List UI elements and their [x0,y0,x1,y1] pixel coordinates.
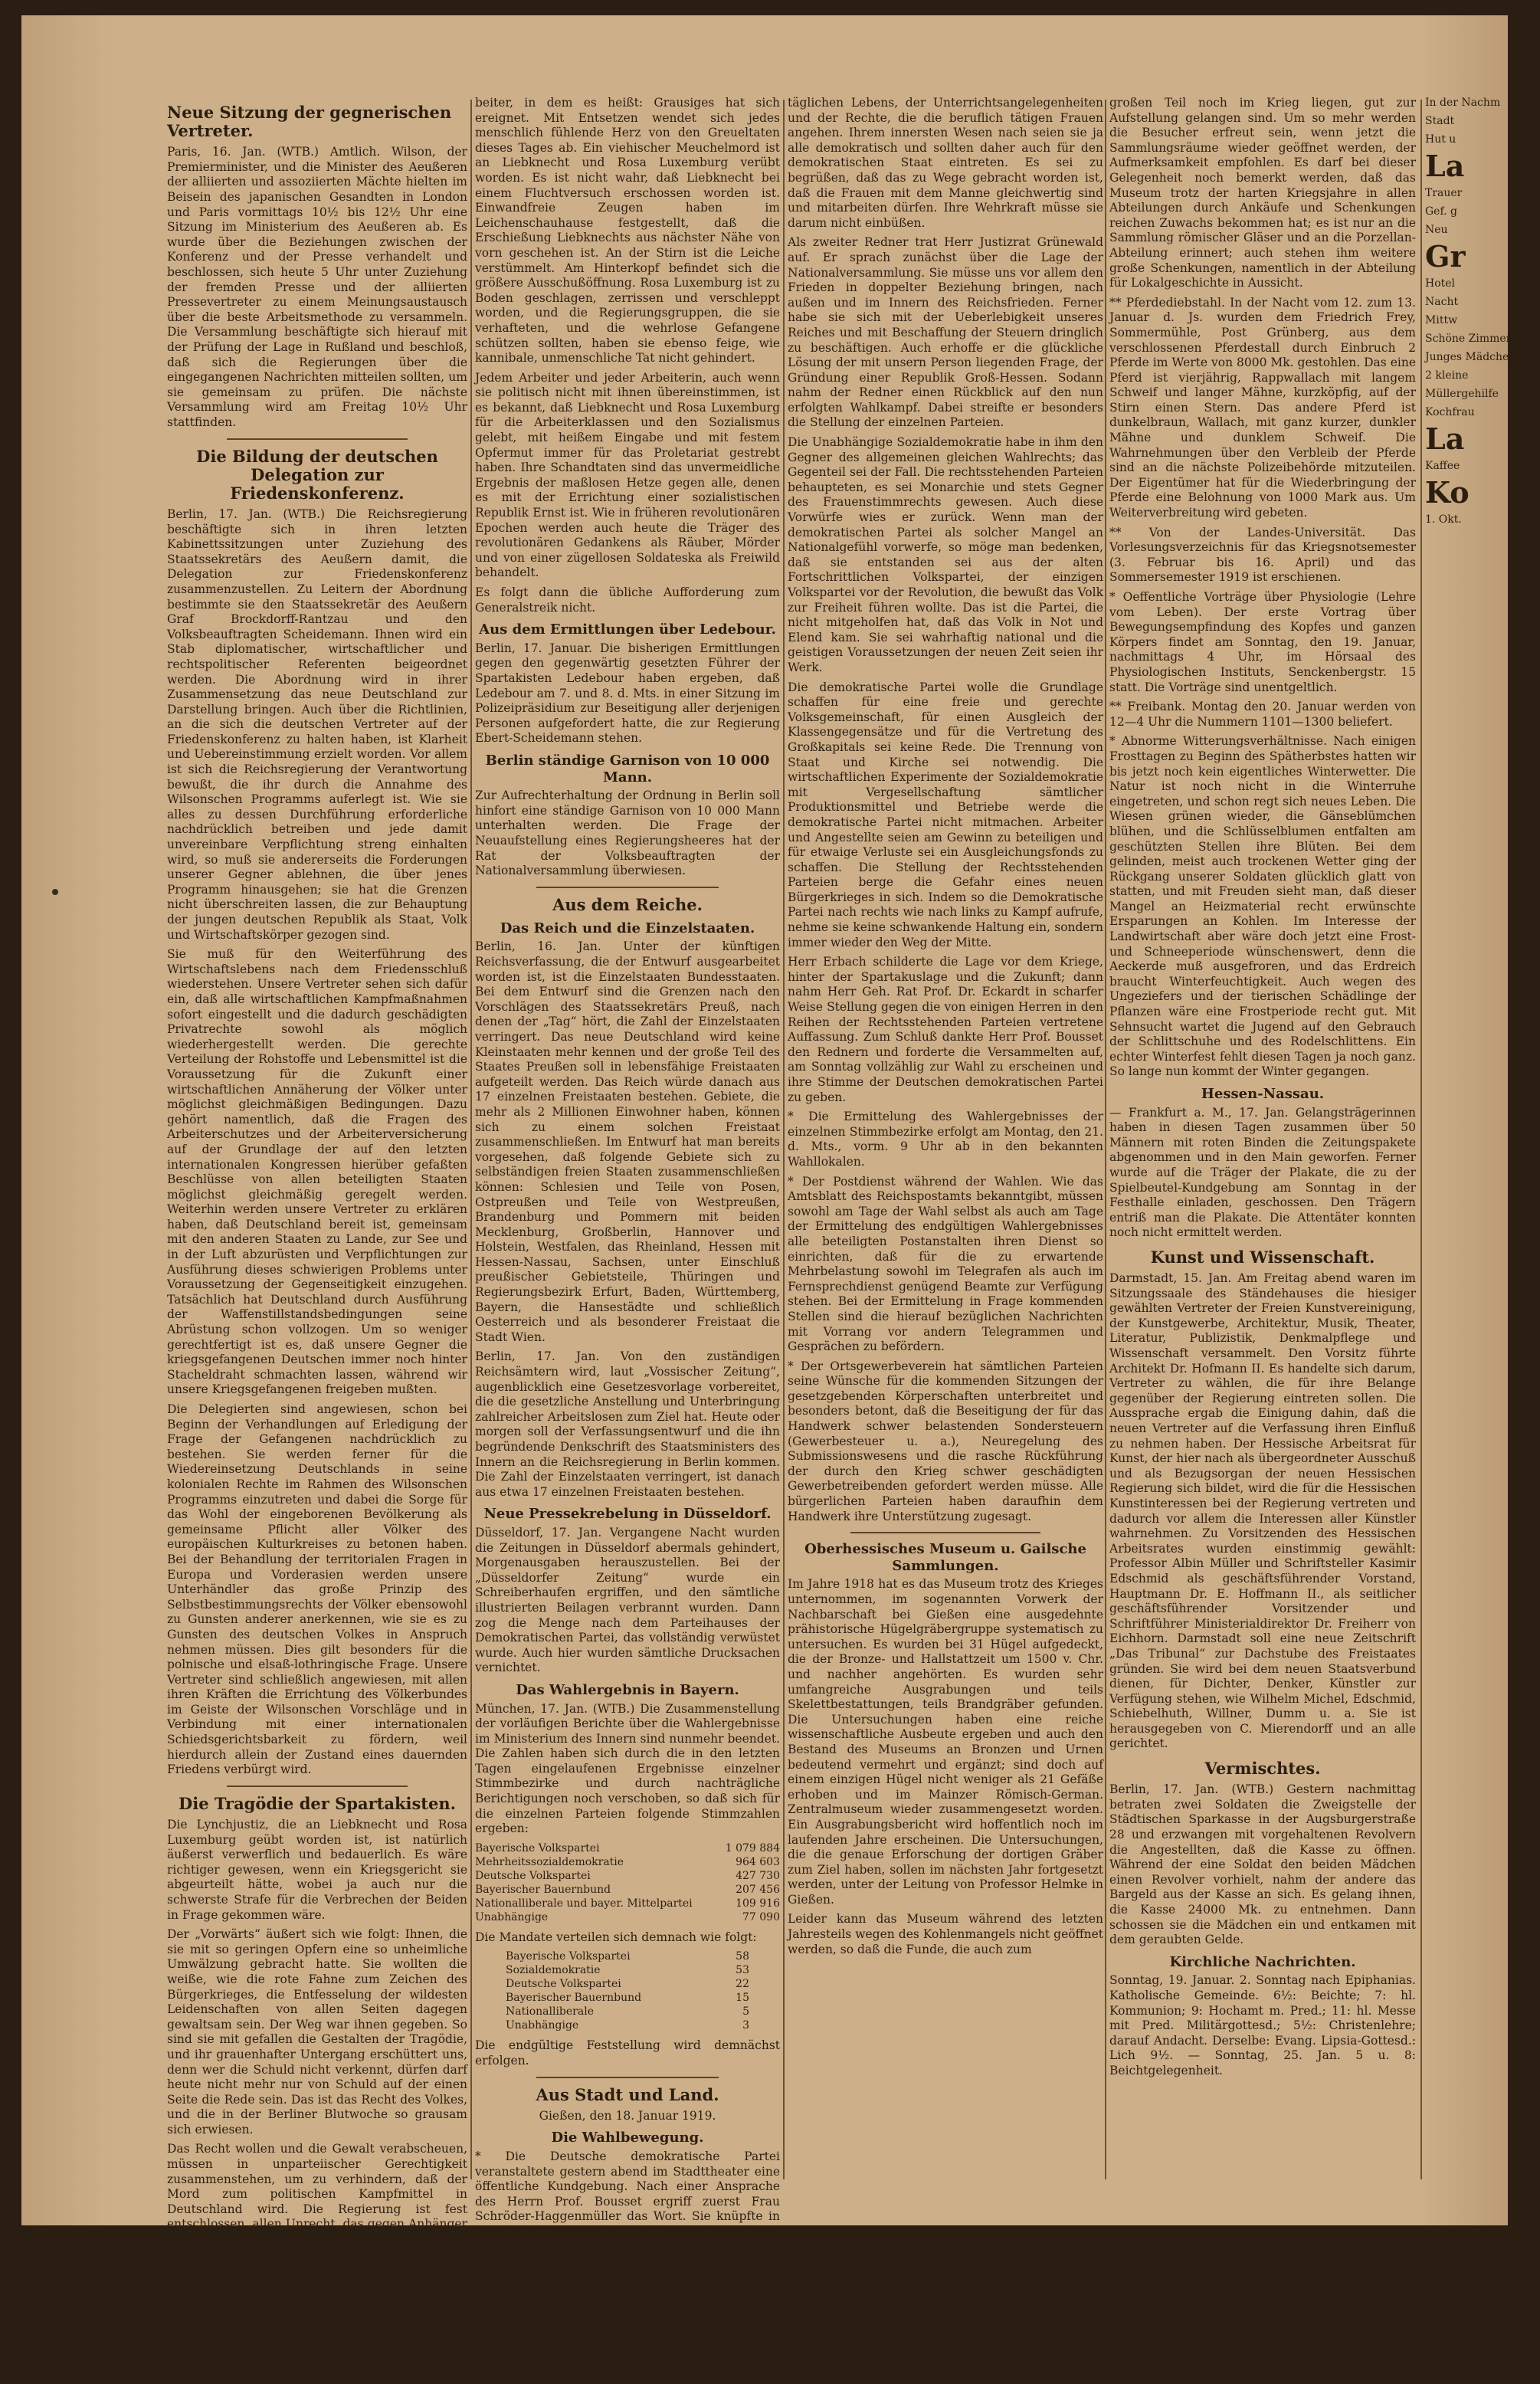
separator [536,2077,719,2078]
ad-large-letters: Ko [1425,475,1470,510]
separator [227,438,407,440]
column-rule [470,100,472,2179]
headline-ledebour: Aus dem Ermittlungen über Ledebour. [479,621,776,638]
article-wahlbewegung: * Die Deutsche demokratische Partei veranstaltete gestern abend im Stadttheater eine öffentliche Kundgebung. Nach einer Ansprache des Herrn Prof. Bousset ergriff zuerst Frau Schröder-Haggenmüller das Wort. Sie knüpfte in ihren Ausführungen an das Bismarcksche Wort an: Wer seine Stimme hat, der ist auch der Frau gerecht geworden und mußte sie politisch bei den Frauen suchen, die Frau ist gleichberechtigt im politischen Leben und in allen Fragen der äußeren Politik, der Gesetzgebung, der Jugendbetreuung, der Ernährung, der Bevölkerungspolitik, des Ehe- und Familienrechts, des [475,2149,780,2359]
ad-text: Stadt [1425,115,1455,127]
ad-text: Mittw [1425,314,1458,326]
headline-hessen-nassau: Hessen-Nassau. [1201,1086,1325,1102]
vote-count: 1 079 884 [725,1841,780,1854]
party-name: Mehrheitssozialdemokratie [475,1855,624,1868]
article-wahl-cont-4: Die demokratische Partei wolle die Grundlage schaffen für eine freie und gerechte Volksgemeinschaft, für einen Ausgleich der Klassengegensätze und für die Vertretung des Großkapitals sei keine Rede. Die Trennung von Staat und Kirche sei notwendig. Die wirtschaftlichen Experimente der Sozialdemokratie mit Vergesellschaftung sämtlicher Produktionsmittel und Betriebe werde die demokratische Partei nicht mitmachen. Arbeiter und Angestellte seien am Gewinn zu beteiligen und für etwaige Verluste sei ein Ausgleichungsfonds zu schaffen. Die Stellung der Rechtsstehenden Parteien berge die Gefahr eines neuen Bürgerkrieges in sich. Indem so die Demokratische Partei nach rechts wie nach links zu Kampf aufrufe, nehme sie keine schwankende Haltung ein, sondern immer wieder den Weg der Mitte. [788,680,1103,949]
table-row [506,1991,749,2005]
ad-text: 2 kleine [1425,369,1469,382]
separator [536,887,719,888]
table-row [506,1950,749,1963]
table-row [475,1910,780,1924]
ad-text: Neu [1425,224,1448,236]
section-title-stadt: Aus Stadt und Land. [536,2084,719,2104]
party-name: Bayerischer Bauernbund [475,1883,611,1896]
article-unabhaengige: Berlin, 17. Jan. Die Parteileitung der Unabhängigen erläßt einen Aufruf an die Ar- [167,2350,467,2379]
article-museum-1: Im Jahre 1918 hat es das Museum trotz des Krieges unternommen, im sogenannten Vorwerk der Nachbarschaft bei Gießen eine ausgedehnte prähistorische Hügelgräbergruppe systematisch zu untersuchen. Es wurden bei 31 Hügel aufgedeckt, die der Bronze- und Hallstattzeit um 1500 v. Chr. und nachher angehörten. Es wurden sehr umfangreiche Ausgrabungen und teils Skelettbestattungen, teils Brandgräber gefunden. Die Untersuchungen haben eine reiche wissenschaftliche Ausbeute ergeben und auch den Bestand des Museums an Bronzen und Urnen bedeutend vermehrt und ergänzt; sind doch auf einem einzigen Hügel nicht weniger als 21 Gefäße erhoben und im Mainzer Römisch-German. Zentralmuseum wieder zusammengesetzt worden. Ein Ausgrabungsbericht wird hoffentlich noch im laufenden Jahre erscheinen. Die Untersuchungen, die die genaue Erforschung der dortigen Gräber zum Ziel haben, sollen im nächsten Jahr fortgesetzt werden, unter der Leitung von Professor Helmke in Gießen. [788,1577,1103,1907]
seat-count: 15 [736,1992,749,2005]
headline-wahlbewegung: Die Wahlbewegung. [551,2130,704,2146]
headline-tragoedie: Die Tragödie der Spartakisten. [179,1793,456,1813]
headline-vermischtes: Vermischtes. [1204,1759,1321,1779]
vote-count: 964 603 [736,1855,780,1868]
table-row [506,2018,749,2032]
seat-count: 3 [742,2019,749,2032]
article-ortsgewerbeverein: * Der Ortsgewerbeverein hat sämtlichen Parteien seine Wünsche für die kommenden Sitzungen der gesetzgebenden Körperschaften unterbreitet und besonders betont, daß die Beseitigung der für das Handwerk schwer belastenden Sondersteuern (Gewerbesteuer u. a.), Neuregelung des Submissionswesens und die rasche Rückführung der durch den Krieg schwer geschädigten Gewerbetreibenden gefordert werden müsse. Alle bürgerlichen Parteien haben daraufhin dem Handwerk ihre Unterstützung zugesagt. [788,1359,1103,1523]
table-row [475,1841,780,1855]
headline-bayern: Das Wahlergebnis in Bayern. [516,1681,739,1698]
dateline: Gießen, den 18. Januar 1919. [539,2108,716,2123]
article-tragoedie-2: Der „Vorwärts“ äußert sich wie folgt: Ihnen, die sie mit so geringen Opfern eine so unheimliche Umwälzung gebracht hatte. Sie wollten die weiße, wie die rote Fahne zum Zeichen des Bürgerkrieges, die Entfesselung der wildesten Leidenschaften von allen Seiten dagegen gewaltsam sein. Der Weg war ihnen gegeben. So sind sie mit gefallen die Gestalten der Tragödie, und ihr grauenhafter Untergang erschüttert uns, denn wer die Schuld nicht verkennt, dürfen darf heute nicht mehr nur von Schuld auf der einen Seite die Rede sein. Das ist das Recht des Volkes, und die in der Berliner Blutwoche so grausam sich erwiesen. [167,1927,467,2136]
vote-count: 77 090 [742,1910,780,1923]
article-vortraege: * Oeffentliche Vorträge über Physiologie (Lehre vom Leben). Der erste Vortrag über Bewegungsempfindung des Kopfes und ganzen Körpers findet am Sonntag, den 19. Januar, nachmittags 4 Uhr, im Hörsaal des Physiologischen Instituts, Senckenbergstr. 15 statt. Die Vorträge sind unentgeltlich. [1109,590,1416,694]
article-pferdediebstahl: ** Pferdediebstahl. In der Nacht vom 12. zum 13. Januar d. Js. wurden dem Friedrich Frey, Sommermühle, Post Grünberg, aus dem verschlossenen Pferdestall durch Einbruch 2 Pferde im Werte von 8000 Mk. gestohlen. Das eine Pferd ist vierjährig, Rappwallach mit langem Schweif und langer Mähne, kurzköpfig, auf der Stirn einen Stern. Das andere Pferd ist dunkelbraun, Wallach, mit ganz kurzer, dunkler Mähne und dunklem Schweif. Die Wahrnehmungen über den Verbleib der Pferde sind an die nächste Polizeibehörde mitzuteilen. Der Eigentümer hat für die Wiederbringung der Pferde eine Belohnung von 1000 Mark aus. Um Weiterverbreitung wird gebeten. [1109,295,1416,520]
headline-bildung: Die Bildung der deutschen Delegation zur Friedenskonferenz. [196,446,438,503]
ad-text: Kaffee [1425,460,1460,472]
ad-text: Gef. g [1425,205,1458,218]
ad-text: Hut u [1425,133,1456,146]
headline-einzelstaaten: Das Reich und die Einzelstaaten. [500,920,755,936]
headline-garnison: Berlin ständige Garnison von 10 000 Mann. [485,752,770,785]
article-wahl-cont-5: Herr Erbach schilderte die Lage vor dem Kriege, hinter der Spartakuslage und die Zukunft; dann nahm Herr Geh. Rat Prof. Dr. Eckardt in scharfer Weise Stellung gegen die von einigen Herren in den Reihen der Rechtsstehenden Parteien vertretene Auffassung. Zum Schluß dankte Herr Prof. Bousset den Rednern und forderte die Versammelten auf, am Sonntag vollzählig zur Wahl zu erscheinen und ihre Stimme der Deutschen demokratischen Partei zu geben. [788,955,1103,1104]
headline-presse: Neue Pressekrebelung in Düsseldorf. [483,1506,772,1523]
seat-count: 5 [742,2005,749,2018]
ad-text: Kochfrau [1425,406,1475,418]
article-aufruf-1: beiter, in dem es heißt: Grausiges hat sich ereignet. Mit Entsetzen wendet sich jedes menschlich fühlende Herz von den Greueltaten dieses Tages ab. Ein viehischer Meuchelmord ist an Liebknecht und Rosa Luxemburg verübt worden. Es ist nicht wahr, daß Liebknecht bei einem Fluchtversuch erschossen worden ist. Einwandfreie Zeugen haben im Leichenschauhause festgestellt, daß die Erschießung Liebknechts aus nächster Nähe von vorn geschehen ist. An der Stirn ist die Leiche verstümmelt. Am Hinterkopf befindet sich die größere Ausschußöffnung. Rosa Luxemburg ist zu Boden geschlagen, zerrissen und verschleppt worden, und die Regierungsgruppen, die sie verhafteten, und die wehrlose Gefangene schützen sollten, haben sie ebenso feige, wie kannibale, unmenschliche Tat nicht gehindert. [475,96,780,366]
column-rule [783,100,785,2179]
article-kunst: Darmstadt, 15. Jan. Am Freitag abend waren im Sitzungssaale des Ständehauses die hiesiger gewählten Vertreter der Freien Kunstvereinigung, der Kunstgewerbe, Architektur, Musik, Theater, Literatur, Publizistik, Denkmalpflege und Wissenschaft versammelt. Den Vorsitz führte Architekt Dr. Hofmann II. Es handelte sich darum, Vertreter zu wählen, die für ihre Belange gegenüber der Regierung eintreten sollen. Die Aussprache ergab die Einigung dahin, daß die neuen Vertreter auf die Verfassung ihren Einfluß zu nehmen haben. Der Hessische Arbeitsrat für Kunst, der hier nach als übergeordneter Ausschuß und als Bezugsorgan der neuen Hessischen Regierung sich bildet, wird die für die Hessischen Kunstinteressen bei der Regierung vertreten und dadurch vor allem die Interessen aller Künstler wahrnehmen. Zu Vorsitzenden des Hessischen Arbeitsrates wurden einstimmig gewählt: Professor Albin Müller und Schriftsteller Kasimir Edschmid als geschäftsführender Vorstand, Hauptmann Dr. E. Hoffmann II., als seitlicher geschäftsführender Vorsitzender und Schriftführer Ministerialdirektor Dr. Freiherr von Eichhorn. Darmstadt soll eine neue Zeitschrift „Das Tribunal“ zur Dachstube des Freistaates gründen. Sie wird bei dem neuen Staatsverbund dienen, für Dichter, Denker, Künstler zur Verfügung stehen, wie Wilhelm Michel, Edschmid, Schiebelhuth, Willner, Dumm u. a. Sie ist herausgegeben von C. Mierendorff und an alle gerichtet. [1109,1271,1416,1751]
article-garnison: Zur Aufrechterhaltung der Ordnung in Berlin soll hinfort eine ständige Garnison von 10 000 Mann unterhalten werden. Die Frage der Neuaufstellung eines Regierungsheeres hat der Rat der Volksbeauftragten der Nationalversammlung überwiesen. [475,789,780,878]
column-2 [475,96,780,2364]
party-name: Sozialdemokratie [506,1964,601,1977]
ad-large-letters: La [1425,421,1465,456]
section-title-reiche: Aus dem Reiche. [552,894,703,914]
table-row [506,2005,749,2018]
table-row [475,1883,780,1897]
column-rule [1420,100,1422,2179]
seat-count: 53 [736,1964,749,1977]
article-freibank: ** Freibank. Montag den 20. Januar werden von 12—4 Uhr die Nummern 1101—1300 beliefert. [1109,700,1416,729]
article-aufruf-2: Jedem Arbeiter und jeder Arbeiterin, auch wenn sie politisch nicht mit ihnen übereinstimmen, ist es bekannt, daß Liebknecht und Rosa Luxemburg für die Arbeiterklassen und den Sozialismus gelebt, mit heißem Eingabe und mit festem Opfermut immer für das Proletariat gestrebt haben. Ihre Schandtaten sind das unvermeidliche Ergebnis der maßlosen Hetze gegen alle, denen es mit der Errichtung einer sozialistischen Republik Ernst ist. Wie in früheren revolutionären Epochen werden auch heute die Träger des revolutionären Gedankens als Räuber, Mörder und von einer zügellosen Soldateska als Freiwild behandelt. [475,370,780,580]
party-name: Nationalliberale und bayer. Mittelpartei [475,1897,693,1910]
article-bildung-1: Berlin, 17. Jan. (WTB.) Die Reichsregierung beschäftigte sich in ihren letzten Kabinettssitzungen unter Zuziehung des Staatssekretärs des Aeußern damit, die Delegation zur Friedenskonferenz zusammenzustellen. Zu Leitern der Abordnung bestimmte sie den Staatssekretär des Aeußern Graf Brockdorff-Rantzau und den Volksbeauftragten Scheidemann. Ihnen wird ein Stab diplomatischer, wirtschaftlicher und rechtspolitischer Referenten beigeordnet werden. Die Abordnung wird in ihrer Zusammensetzung das neue Deutschland zur Darstellung bringen. Auch über die Richtlinien, an die sich die deutschen Vertreter auf der Friedenskonferenz zu halten haben, ist Klarheit und Uebereinstimmung erzielt worden. Vor allem ist sich die Reichsregierung der Verantwortung bewußt, die ihr durch die Annahme des Wilsonschen Programms auferlegt ist. Wie sie alles zu dessen Durchführung erforderliche nachdrücklich betreiben und jede damit unvereinbare Verpflichtung streng einhalten wird, so muß sie andererseits die Forderungen unserer Gegner ablehnen, die über jenes Programm hinausgehen; sie hat die Grenzen nicht überschreiten lassen, die zur Behauptung der jungen deutschen Republik als Staat, Volk und Wirtschaftskörper gezogen sind. [167,507,467,942]
party-name: Unabhängige [506,2019,579,2032]
headline-sitzung: Neue Sitzung der gegnerischen Vertreter. [167,103,452,141]
article-einzelstaaten-1: Berlin, 16. Jan. Unter der künftigen Reichsverfassung, die der Entwurf ausgearbeitet worden ist, ist die Einzelstaaten Bundesstaaten. Bei dem Entwurf sind die Grenzen nach den Vorschlägen des Staatssekretärs Preuß, nach denen der „Tag“ hört, die Zahl der Einzelstaaten verringert. Das neue Deutschland wird keine Kleinstaaten mehr kennen und der große Teil des Staates Preußen soll in lebensfähige Freistaaten aufgeteilt werden. Das Reich würde danach aus 17 einzelnen Freistaaten bestehen. Gebiete, die mehr als 2 Millionen Einwohner haben, können sich zu einem solchen Freistaat zusammenschließen. Im Entwurf hat man bereits vorgesehen, daß folgende Gebiete sich zu selbständigen freien Staaten zusammenschließen können: Schlesien und Teile von Posen, Ostpreußen und Teile von Westpreußen, Brandenburg und Pommern mit beiden Mecklenburg, Großberlin, Hannover und Holstein, Westfalen, das Rheinland, Hessen mit Hessen-Nassau, Sachsen, unter Einschluß preußischer Gebietsteile, Thüringen und Regierungsbezirk Erfurt, Baden, Württemberg, Bayern, die Hansestädte und schließlich Oesterreich und als besonderer Freistaat die Stadt Wien. [475,939,780,1344]
ad-text: Trauer [1425,187,1463,199]
vote-count: 207 456 [736,1883,780,1896]
article-bayern: München, 17. Jan. (WTB.) Die Zusammenstellung der vorläufigen Berichte über die Wahlergebnisse im Ministerium des Innern sind nunmehr beendet. Die Zahlen haben sich durch die in den letzten Tagen eingelaufenen Ergebnisse einzelner Stimmbezirke und durch nachträgliche Berichtigungen noch verschoben, so daß sich für die einzelnen Parteien folgende Stimmzahlen ergeben: [475,1701,780,1836]
party-name: Bayerische Volkspartei [506,1950,631,1963]
ad-text: Nacht [1425,296,1459,308]
ad-strip [1425,96,1540,2195]
ad-text: Müllergehilfe [1425,388,1499,400]
article-tragoedie-3: Das Recht wollen und die Gewalt verabscheuen, müssen in unparteiischer Gerechtigkeit zusammenstehen, um zu verhindern, daß der Mord zum politischen Kampfmittel in Deutschland wird. Die Regierung ist fest entschlossen, allen Unrecht, das gegen Anhänger der Spartakusbewegung begangen wird, ebenso unnachsichtlich entgegenzutreten, wie allem Unrecht, das diese selbst begangen. Das ist das einzige, was unser Gerechtigkeit von ihr verlangen kann. [167,2142,467,2307]
table-row [506,1963,749,1977]
ad-large-letters: La [1425,149,1465,183]
ad-text: Schöne Zimmer [1425,333,1512,345]
article-einzelstaaten-2: Berlin, 17. Jan. Von den zuständigen Reichsämtern wird, laut „Vossischer Zeitung“, augenblicklich eine Gesetzesvorlage vorbereitet, die die gesetzliche Anstellung und Unterbringung zahlreicher Arbeitslosen zum Ziel hat. Heute oder morgen soll der Verfassungsentwurf und die ihn begründende Denkschrift des Staatsministers des Innern an die Reichsregierung in Berlin kommen. Die Zahl der Einzelstaaten verringert, ist danach aus etwa 17 einzelnen Freistaaten bestehen. [475,1349,780,1499]
column-rule [1105,100,1106,2179]
votes-table [475,1841,780,1924]
party-name: Bayerische Volkspartei [475,1841,600,1854]
article-bayern-end: Die endgültige Feststellung wird demnächst erfolgen. [475,2038,780,2068]
article-ledebour: Berlin, 17. Januar. Die bisherigen Ermittlungen gegen den gegenwärtig gesetzten Führer der Spartakisten Ledebour haben ergeben, daß Ledebour am 7. und 8. d. Mts. in einer Sitzung im Polizeipräsidium zur Beseitigung aller derjenigen Personen aufgefordert hatte, die zur Regierung Ebert-Scheidemann stehen. [475,641,780,746]
article-bildung-3: Die Delegierten sind angewiesen, schon bei Beginn der Verhandlungen auf Erledigung der Frage der Gefangenen nachdrücklich zu bestehen. Sie werden ferner für die Wiedereinsetzung Deutschlands in seine kolonialen Rechte im Rahmen des Wilsonschen Programms einzutreten und dabei die Sorge für das Wohl der eingeborenen Bevölkerung als gemeinsame Pflicht aller Völker des europäischen Kulturkreises zu betonen haben. Bei der Behandlung der territorialen Fragen in Europa und Vorderasien werden unsere Unterhändler das große Prinzip des Selbstbestimmungsrechts der Völker ebensowohl zu Gunsten anderer anerkennen, wie sie es zu Gunsten des deutschen Volkes in Anspruch nehmen müssen. Dies gilt besonders für die polnische und elsaß-lothringische Frage. Unsere Vertreter sind schließlich angewiesen, mit allen ihren Kräften die Errichtung des Völkerbundes im Geiste der Wilsonschen Vorschläge und in Verbindung mit einer internationalen Schiedsgerichtsbarkeit zu fördern, weil hierdurch allein der Zustand eines dauernden Friedens verbürgt wird. [167,1402,467,1777]
party-name: Nationalliberale [506,2005,594,2018]
article-wahl-cont-2: Als zweiter Redner trat Herr Justizrat Grünewald auf. Er sprach zunächst über die Lage der Nationalversammlung. Sie müsse uns vor allem den Frieden in doppelter Beziehung bringen, nach außen und im Innern des Reichsfrieden. Ferner habe sie sich mit der Ueberlebigkeit unseres Reiches und mit Beschaffung der Steuern dringlich zu beschäftigen. Auch erhoffe er die glückliche Lösung der mit unsern Person liegenden Frage, der Gründung einer Republik Groß-Hessen. Sodann nahm der Redner einen Rückblick auf den nun erfolgten Wahlkampf. Dabei streifte er besonders die Stellung der einzelnen Parteien. [788,235,1103,430]
party-name: Deutsche Volkspartei [475,1869,591,1882]
party-name: Deutsche Volkspartei [506,1978,621,1991]
table-row [475,1869,780,1883]
table-row [506,1977,749,1991]
article-kirchliche: Sonntag, 19. Januar. 2. Sonntag nach Epiphanias. Katholische Gemeinde. 6½: Beichte; 7: hl. Kommunion; 9: Hochamt m. Pred.; 11: hl. Messe mit Pred. Militärgottesd.; 5½: Christenlehre; darauf Andacht. Derselbe: Evang. Lipsia-Gottesd.: Lich 9½. — Sonntag, 25. Jan. 5 u. 8: Beichtgelegenheit. [1109,1973,1416,2077]
article-wahl-cont-3: Die Unabhängige Sozialdemokratie habe in ihm den Gegner des allgemeinen gleichen Wahlrechts; das Gegenteil sei der Fall. Die rechtsstehenden Parteien behaupteten, es sei Monarchie und stets Gegner des Frauenstimmrechts gewesen. Auch diese Vorwürfe wies er zurück. Wenn man der demokratischen Partei als solcher Mangel an Nationalgefühl vorwerfe, so möge man bedenken, daß sie entstanden sei aus der alten Fortschrittlichen Volkspartei, der einzigen Volkspartei vor der Revolution, die bewußt das Volk zur Freiheit führen wollte. Das ist die Partei, die nicht mitgeholfen hat, daß das Volk in Not und Elend kam. Sie sei wahrhaftig national und die geistigen Voraussetzungen der neuen Zeit seien ihr Werk. [788,435,1103,674]
seat-count: 58 [736,1950,749,1963]
article-presse: Düsseldorf, 17. Jan. Vergangene Nacht wurden die Zeitungen in Düsseldorf abermals gehindert, Morgenausgaben herauszustellen. Bei der „Düsseldorfer Zeitung“ wurde ein Schreiberhaufen ergriffen, und den sämtliche illustrierten Beilagen verbrannt wurden. Dann zog die Menge nach dem Parteihauses der Demokratischen Partei, das vollständig verwüstet wurde. Auch hier wurden sämtliche Drucksachen vernichtet. [475,1525,780,1675]
vote-count: 109 916 [736,1897,780,1910]
headline-museum: Oberhessisches Museum u. Gailsche Sammlungen. [804,1541,1086,1574]
seats-intro: Die Mandate verteilen sich demnach wie folgt: [475,1930,757,1944]
article-ermittelung: * Die Ermittelung des Wahlergebnisses der einzelnen Stimmbezirke erfolgt am Montag, den 21. d. Mts., vorm. 9 Uhr ab in den bekannten Wahllokalen. [788,1110,1103,1169]
column-3 [788,96,1103,1962]
seat-count: 22 [736,1978,749,1991]
party-name: Bayerischer Bauernbund [506,1992,642,2005]
article-museum-2: Leider kann das Museum während des letzten Jahresteils wegen des Kohlenmangels nicht geöffnet werden, so daß die Funde, die auch zum [788,1912,1103,1956]
article-tragoedie-1: Die Lynchjustiz, die an Liebknecht und Rosa Luxemburg geübt worden ist, ist natürlich äußerst verwerflich und bedauerlich. Es wäre richtiger gewesen, wenn ein Kriegsgericht sie abgeurteilt hätte, wobei ja auch nur die schwerste Strafe für die Verbrechen der Beiden in Frage gekommen wäre. [167,1818,467,1922]
ad-text: In der Nachm [1425,97,1501,109]
party-name: Unabhängige [475,1910,549,1923]
article-bildung-2: Sie muß für den Weiterführung des Wirtschaftslebens nach dem Friedensschluß wiederstehen. Unsere Vertreter sehen sich dafür ein, daß alle wirtschaftlichen Kampfmaßnahmen sofort eingestellt und die dadurch geschädigten Privatrechte sowohl als möglich wiederhergestellt werden. Die gerechte Verteilung der Rohstoffe und Lebensmittel ist die Voraussetzung für die Zukunft einer wirtschaftlichen Annäherung der Völker unter möglichst gleichmäßigen Bedingungen. Dazu gehört namentlich, daß die Fragen des Arbeiterschutzes und der Arbeiterversicherung auf der Grundlage der auf den letzten internationalen Kongressen hierüber gefaßten Beschlüsse von allen beteiligten Staaten möglichst gleichmäßig geregelt werden. Weiterhin werden unsere Vertreter zu erklären haben, daß Deutschland bereit ist, gemeinsam mit den anderen Staaten zu Lande, zur See und in der Luft abzurüsten und Verpflichtungen zur Ausführung dieses schwierigen Problems unter Voraussetzung der Gegenseitigkeit einzugehen. Tatsächlich hat Deutschland durch Ausführung der Waffenstillstandsbedingungen seine Abrüstung schon vollzogen. Um so weniger gerechtfertigt ist es, daß unsere Gegner die kriegsgefangenen Deutschen immer noch hinter Stacheldraht schmachten lassen, während wir unsere Kriegsgefangenen freigeben mußten. [167,947,467,1397]
seats-table [475,1950,780,2032]
article-witterung: * Abnorme Witterungsverhältnisse. Nach einigen Frosttagen zu Beginn des Spätherbstes hatten wir bis jetzt noch kein eigentliches Winterwetter. Die Natur ist noch nicht in die Winterruhe eingetreten, und schon regt sich neues Leben. Die Wiesen grünen wieder, die Gänseblümchen blühen, und die Schlüsselblumen entfalten am geschützten Stellen ihre Blüten. Bei dem gelinden, meist auch trockenen Wetter ging der Rückgang unserer Soldaten glücklich glatt von statten, und mit Freuden sieht man, daß dieser Mangel an Heizmaterial recht erwünschte Ersparungen an Kohlen. Im Interesse der Landwirtschaft aber wäre doch jetzt eine Frost- und Schneeperiode wünschenswert, denn die Aeckerde muß ausgefroren, und das Erdreich braucht Winterfeuchtigkeit. Auch wegen des Ungeziefers und der tierischen Schädlinge der Pflanzen wäre eine Frostperiode recht gut. Mit Sehnsucht wartet die Jugend auf den Gebrauch der Schlittschuhe und des Rodelschlittens. Ein echter Winterfest fehlt diesen Tagen ja noch ganz. So lange nun kommt der Winter gegangen. [1109,734,1416,1079]
ad-text: Hotel [1425,277,1456,290]
article-wahl-cont-1: täglichen Lebens, der Unterrichtsangelegenheiten und der Rechte, die die beruflich tätigen Frauen angehen. Ihrem innersten Wesen nach seien sie ja alle demokratisch und sollten daher auch für den demokratischen Staat eintreten. Es sei zu begrüßen, daß das zu Wege gebracht worden ist, daß die Frauen mit dem Manne gleichwertig sind und mitarbeiten dürfen. Ihre Wehrkraft müsse sie darum nicht einbüßen. [788,96,1103,230]
ad-large-letters: Gr [1425,239,1466,274]
ad-text: Junges Mädchen [1425,351,1516,363]
column-4 [1109,96,1416,2084]
binding-hole [52,889,58,895]
column-1 [167,96,467,2384]
headline-unabhaengige: Die Unabhängigen über Liebknechts Tod. [175,2313,459,2346]
ad-text: 1. Okt. [1425,513,1462,526]
newspaper-page [21,15,1516,2379]
article-vermischtes: Berlin, 17. Jan. (WTB.) Gestern nachmittag betraten zwei Soldaten die Zweigstelle der Städtischen Sparkasse in der Augsburgerstraße 28 und erzwangen mit vorgehaltenen Revolvern die Angestellten, daß die Kasse zu öffnen. Während der eine Soldat den beiden Mädchen einen Revolver vorhielt, nahm der andere das Bargeld aus der Kasse an sich. Es gelang ihnen, die Kasse 24000 Mk. zu entnehmen. Dann schossen sie die Mädchen ein und entkamen mit dem geraubten Gelde. [1109,1782,1416,1947]
article-universitaet: ** Von der Landes-Universität. Das Vorlesungsverzeichnis für das Kriegsnotsemester (3. Februar bis 16. April) und das Sommersemester 1919 ist erschienen. [1109,525,1416,585]
article-postdienst: * Der Postdienst während der Wahlen. Wie das Amtsblatt des Reichspostamts bekanntgibt, müssen sowohl am Tage der Wahl selbst als auch am Tage der Ermittelung des endgültigen Wahlergebnisses alle beteiligten Postanstalten ihren Dienst so einrichten, daß für die zu erwartende Mehrbelastung sowohl im Telegrafen als auch im Fernsprechdienst genügend Beamte zur Verfügung stehen. Bei der Ermittelung in Frage kommenden Stellen sind die hierauf bezüglichen Nachrichten mit Vorrang vor andern Telegrammen und Gesprächen zu befördern. [788,1174,1103,1354]
headline-kirchliche: Kirchliche Nachrichten. [1169,1953,1356,1970]
separator [850,1532,1040,1533]
table-row [475,1897,780,1910]
headline-kunst: Kunst und Wissenschaft. [1150,1247,1375,1267]
article-sitzung: Paris, 16. Jan. (WTB.) Amtlich. Wilson, der Premierminister, und die Minister des Aeußeren der alliierten und assoziierten Mächte hielten im Beisein des japanischen Gesandten in London und Paris vormittags 10½ bis 12½ Uhr eine Sitzung im Ministerium des Aeußeren ab. Es wurde über die Beziehungen zwischen der Konferenz und der Presse verhandelt und beschlossen, sich heute 5 Uhr unter Zuziehung der fremden Presse und der alliierten Pressevertreter zu einem Meinungsaustausch über die beste Arbeitsmethode zu versammeln. Die Versammlung beschäftigte sich hierauf mit der Prüfung der Lage in Rußland und beschloß, daß sich die Regierungen über die eingegangenen Nachrichten mitteilen sollten, um sie gemeinsam zu prüfen. Die nächste Versammlung wird am Freitag 10½ Uhr stattfinden. [167,145,467,429]
vote-count: 427 730 [736,1869,780,1882]
article-aufruf-3: Es folgt dann die übliche Aufforderung zum Generalstreik nicht. [475,585,780,615]
separator [227,1786,407,1787]
article-hessen-nassau: — Frankfurt a. M., 17. Jan. Gelangsträgerinnen haben in diesen Tagen zusammen über 50 Männern mit roten Binden die Zeitungspakete abgenommen und in den Main geworfen. Ferner wurde auf die Träger der Plakate, die zu der Spielbeutel-Kundgebung am Sonntag in der Festhalle einladen, geschossen. Den Trägern entriß man die Plakate. Die Attentäter konnten noch nicht ermittelt werden. [1109,1105,1416,1240]
table-row [475,1855,780,1869]
article-museum-cont: großen Teil noch im Krieg liegen, gut zur Aufstellung gelangen sind. Um so mehr werden die Besucher erfreut sein, wenn jetzt die Sammlungsräume wieder geöffnet werden, der Aufmerksamkeit empfohlen. Es darf bei dieser Gelegenheit noch bemerkt werden, daß das Museum trotz der harten Kriegsjahre in allen Abteilungen durch Ankäufe und Schenkungen reichen Zuwachs bekommen hat; es ist nur an die Sammlung römischer Gläser und an die Porzellan-Abteilung erinnert; auch stehen ihm weitere große Schenkungen, namentlich in der Abteilung für Lokalgeschichte in Aussicht. [1109,96,1416,290]
